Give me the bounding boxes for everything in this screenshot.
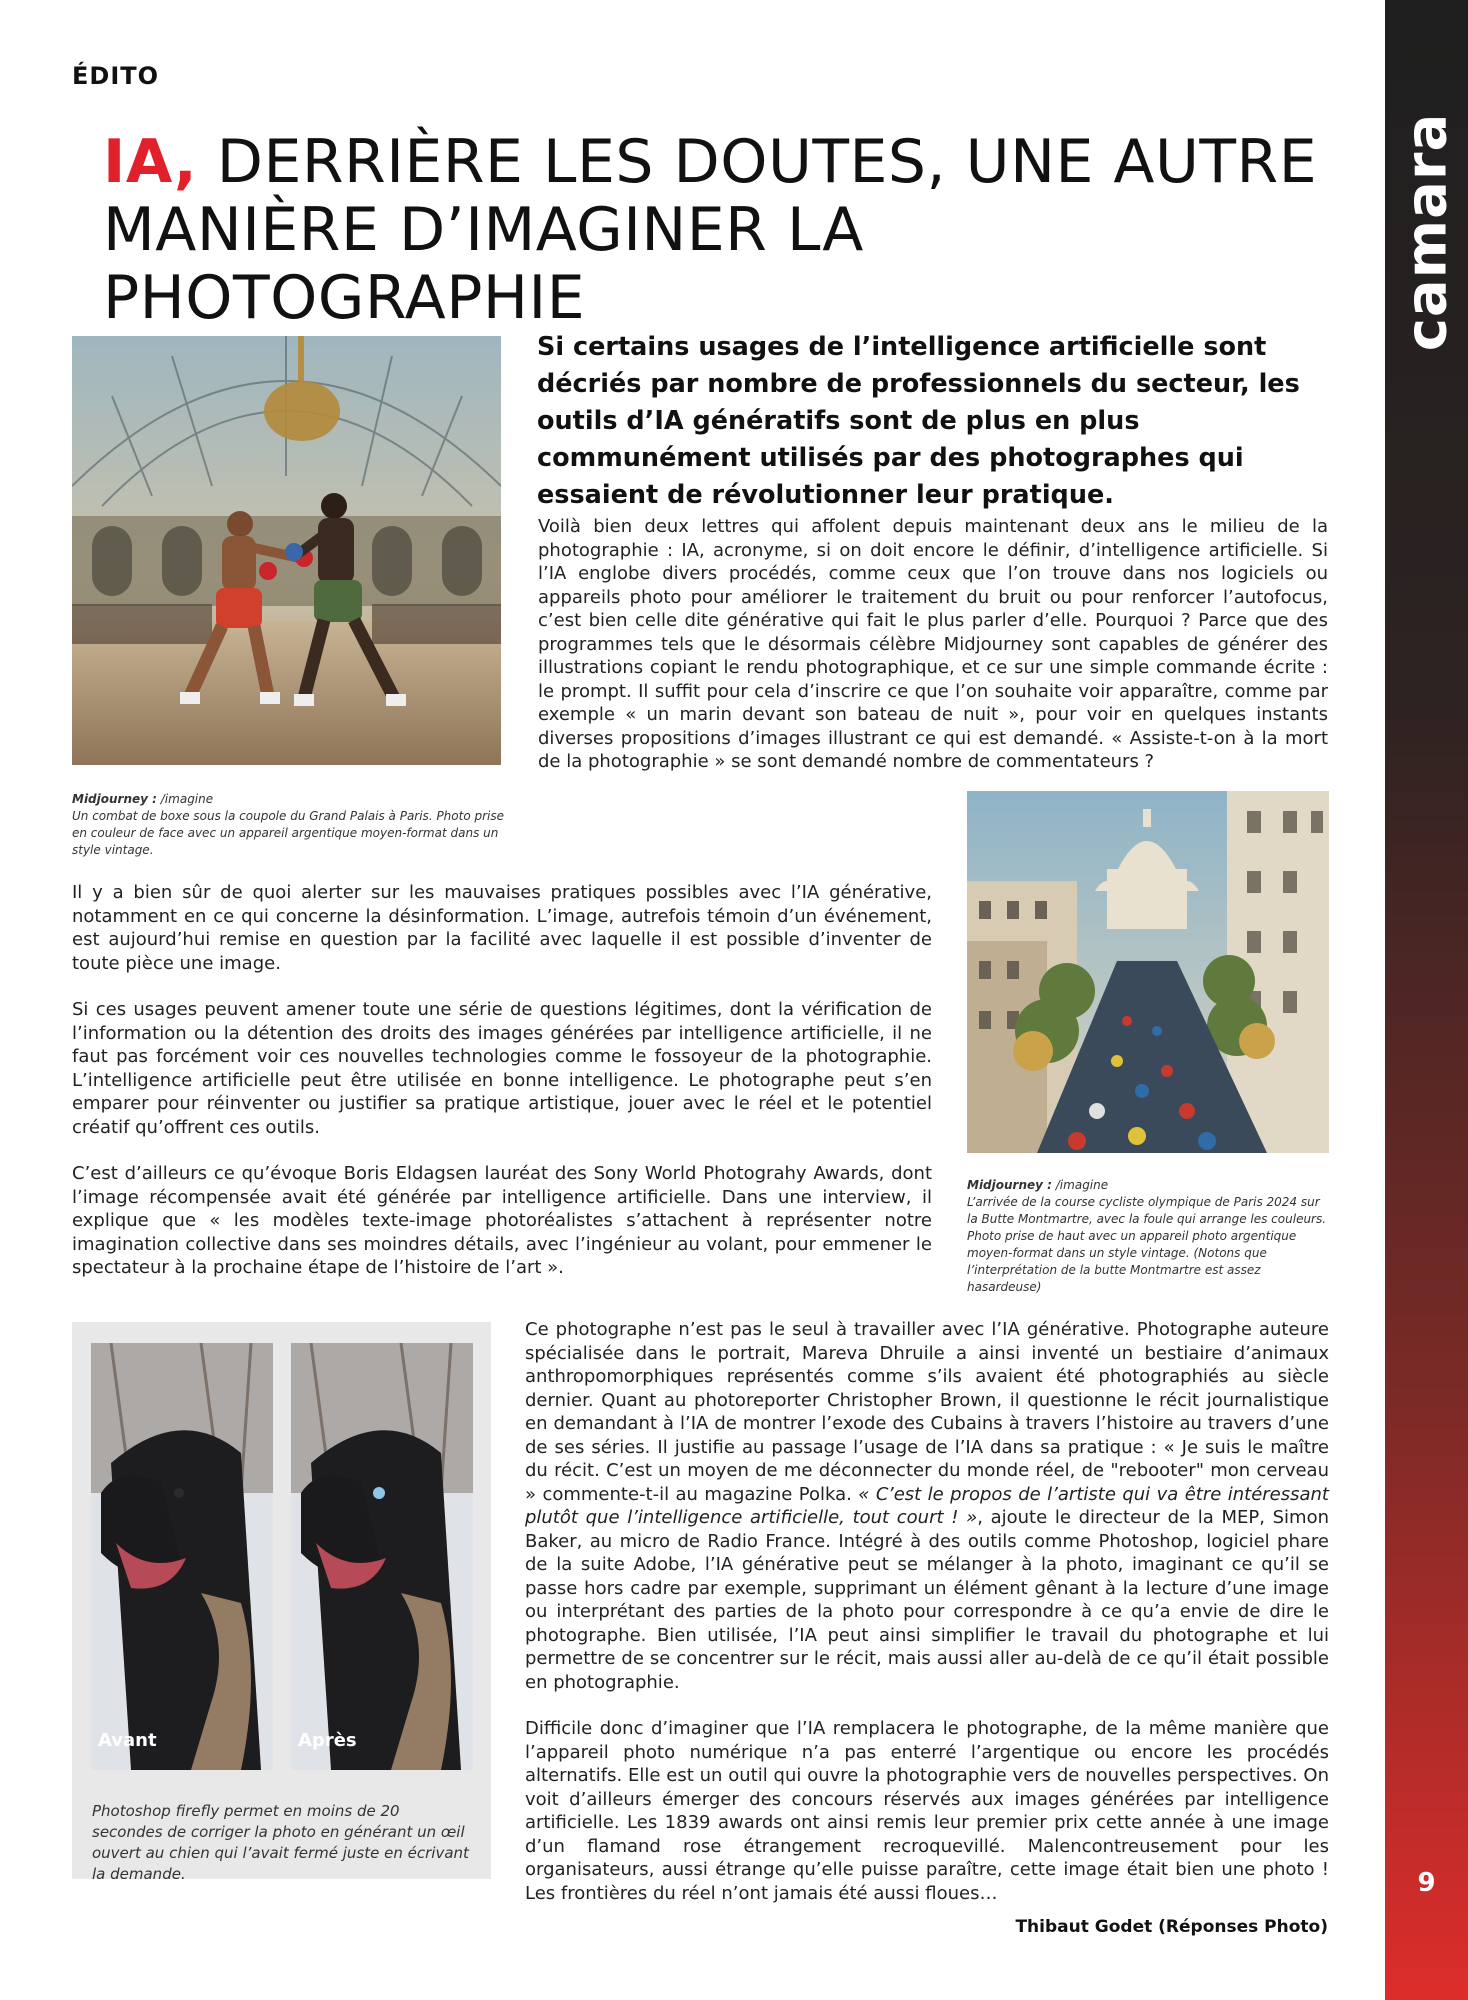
boxing-caption xyxy=(72,791,506,859)
montmartre-photo xyxy=(967,791,1329,1153)
title-accent: IA, xyxy=(103,127,198,197)
paragraph: C’est d’ailleurs ce qu’évoque Boris Eldagsen lauréat des Sony World Photograhy Awards, dont l’image récompensée avait été générée par intelligence artificielle. Dans une interview, il explique que « les modèles texte-image photoréalistes s’attachent à représenter notre imagination collective dans ses moindres détails, avec l’ingénieur au volant, pour emmener le spectateur à la prochaine étape de l’histoire de l’art ». xyxy=(72,1163,932,1278)
byline: Thibaut Godet (Réponses Photo) xyxy=(1015,1917,1328,1937)
lower-paragraphs xyxy=(525,1318,1329,1905)
middle-paragraphs xyxy=(72,881,932,1280)
caption-text: L’arrivée de la course cycliste olympique de Paris 2024 sur la Butte Montmartre, avec la foule qui arrange les couleurs. Photo prise de haut avec un appareil photo argentique moyen-format dans un style vintage. (Notons que l’interprétation de la butte Montmartre est assez hasardeuse) xyxy=(967,1195,1327,1294)
after-label: Après xyxy=(298,1730,357,1751)
paragraph: Difficile donc d’imaginer que l’IA remplacera le photographe, de la même manière que l’appareil photo numérique n’a pas enterré l’argentique ou encore les procédés alternatifs. Elle est un outil qui ouvre la photographie vers de nouvelles perspectives. On voit d’ailleurs émerger des concours réservés aux images générées par intelligence artificielle. Les 1839 awards ont ainsi remis leur premier prix cette année à une image d’un flamand rose étrangement recroquevillé. Malencontreusement pour les organisateurs, aussi étrange qu’elle puisse paraître, cette image était bien une photo ! Les frontières du réel n’ont jamais été aussi floues… xyxy=(525,1718,1329,1904)
paragraph: Voilà bien deux lettres qui affolent depuis maintenant deux ans le milieu de la photographie : IA, acronyme, si on doit encore le définir, d’intelligence artificielle. Si l’IA englobe divers procédés, comme ceux que l’on trouve dans nos logiciels ou appareils photo pour améliorer le traitement du bruit ou pour renforcer l’autofocus, c’est bien celle dite générative qui fait le plus parler d’elle. Pourquoi ? Parce que des programmes tels que le désormais célèbre Midjourney sont capables de générer des illustrations copiant le rendu photographique, et ce sur une simple commande écrite : le prompt. Il suffit pour cela d’inscrire ce que l’on souhaite voir apparaître, comme par exemple « un marin devant son bateau de nuit », pour voir en quelques instants diverses propositions d’images illustrant ce qui est demandé. « Assiste-t-on à la mort de la photographie » se sont demandé nombre de commentateurs ? xyxy=(538,516,1328,772)
caption-label: Midjourney : xyxy=(72,792,157,806)
caption-text: Un combat de boxe sous la coupole du Grand Palais à Paris. Photo prise en couleur de face avec un appareil argentique moyen-format dans un style vintage. xyxy=(72,809,505,857)
article-title xyxy=(103,128,1353,332)
quote: « C’est le propos de l’artiste qui va être intéressant plutôt que l’intelligence artificielle, tout court ! » xyxy=(525,1483,1329,1528)
intro-paragraph xyxy=(538,515,1328,774)
caption-command: /imagine xyxy=(156,792,214,806)
dog-after-photo xyxy=(291,1343,473,1770)
boxing-photo xyxy=(72,336,501,765)
dog-caption: Photoshop firefly permet en moins de 20 secondes de corriger la photo en générant un œil ouvert au chien qui l’avait fermé juste en écrivant la demande. xyxy=(92,1802,469,1883)
title-line-1: DERRIÈRE LES DOUTES, UNE AUTRE xyxy=(216,127,1318,197)
magazine-logo: camara xyxy=(1394,112,1459,352)
before-label: Avant xyxy=(98,1730,157,1751)
caption-label: Midjourney : xyxy=(967,1178,1052,1192)
article-lead: Si certains usages de l’intelligence artificielle sont décriés par nombre de professionnels du secteur, les outils d’IA génératifs sont de plus en plus communément utilisés par des photographes qui essaient de révolutionner leur pratique. xyxy=(537,332,1300,510)
title-line-2: MANIÈRE D’IMAGINER LA PHOTOGRAPHIE xyxy=(103,195,864,333)
dog-before-photo xyxy=(91,1343,273,1770)
section-label: ÉDITO xyxy=(72,62,160,90)
paragraph: Il y a bien sûr de quoi alerter sur les mauvaises pratiques possibles avec l’IA générative, notamment en ce qui concerne la désinformation. L’image, autrefois témoin d’un événement, est aujourd’hui remise en question par la facilité avec laquelle il est possible d’inventer de toute pièce une image. xyxy=(72,882,932,974)
paragraph: Ce photographe n’est pas le seul à travailler avec l’IA générative. Photographe auteure spécialisée dans le portrait, Mareva Dhruile a ainsi inventé un bestiaire d’animaux anthropomorphiques représentés comme s’ils avaient été photographiés au siècle dernier. Quant au photoreporter Christopher Brown, il questionne le récit journalistique en demandant à l’IA de montrer l’exode des Cubains à travers l’histoire au travers d’une de ses séries. Il justifie au passage l’usage de l’IA dans sa pratique : « Je suis le maître du récit. C’est un moyen de me déconnecter du monde réel, de "rebooter" mon cerveau » commente-t-il au magazine Polka. « C’est le propos de l’artiste qui va être intéressant plutôt que l’intelligence artificielle, tout court ! », ajoute le directeur de la MEP, Simon Baker, au micro de Radio France. Intégré à des outils comme Photoshop, logiciel phare de la suite Adobe, l’IA générative peut se mélanger à la photo, imaginant ce qu’il se passe hors cadre par exemple, supprimant un élément gênant à la lecture d’une image ou interprétant des parties de la photo pour correspondre à ce qu’a envie de dire le photographe. Bien utilisée, l’IA peut ainsi simplifier le travail du photographe et lui permettre de se concentrer sur le récit, mais aussi aller au-delà de ce qu’il était possible en photographie. xyxy=(525,1319,1330,1693)
montmartre-caption xyxy=(967,1177,1332,1296)
paragraph: Si ces usages peuvent amener toute une série de questions légitimes, dont la vérification de l’information ou la détention des droits des images générées par intelligence artificielle, il ne faut pas forcément voir ces nouvelles technologies comme le fossoyeur de la photographie. L’intelligence artificielle peut être utilisée en bonne intelligence. Le photographe peut s’en emparer pour réinventer ou justifier sa pratique artistique, jouer avec le réel et le potentiel créatif qu’offrent ces outils. xyxy=(72,999,932,1138)
caption-command: /imagine xyxy=(1051,1178,1109,1192)
page-number: 9 xyxy=(1417,1868,1436,1898)
